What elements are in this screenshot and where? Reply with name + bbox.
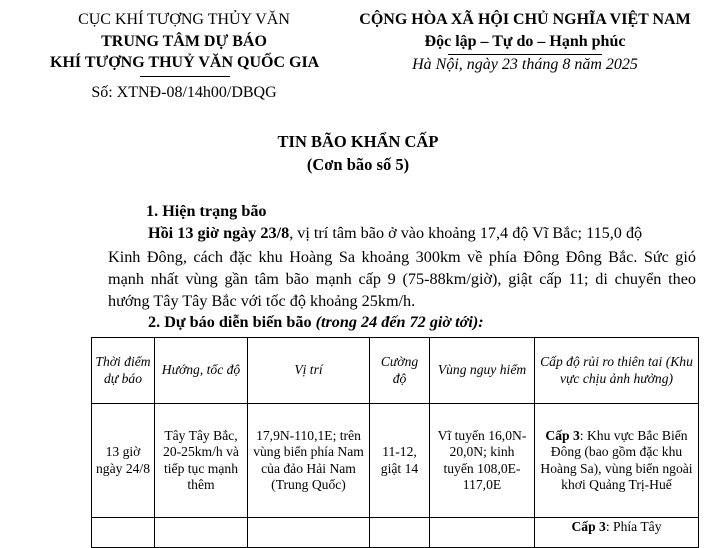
section1-line1 (148, 224, 642, 243)
section1-line4: hướng Tây Tây Bắc với tốc độ khoảng 25km/h. (108, 292, 416, 310)
center-name-line2: KHÍ TƯỢNG THUỶ VĂN QUỐC GIA (50, 54, 320, 71)
col-header-intensity: Cường độ (370, 338, 430, 404)
header-right-underline (448, 54, 602, 55)
section1-line1-rest: , vị trí tâm bão ở vào khoảng 17,4 độ Vĩ Bắc; 115,0 độ (289, 224, 643, 242)
section2-heading (148, 313, 484, 332)
risk-area-text: : Khu vực Bắc Biển Đông (bao gồm đặc khu Hoàng Sa), vùng biển ngoài khơi Quảng Trị-Huế (540, 427, 693, 492)
table-row (92, 518, 699, 548)
forecast-table (91, 337, 699, 548)
table-row (92, 404, 699, 518)
cell-position: 17,9N-110,1E; trên vùng biển phía Nam của đảo Hải Nam (Trung Quốc) (248, 404, 370, 518)
section1-heading: 1. Hiện trạng bão (146, 202, 267, 220)
col-header-time: Thời điểm dự báo (92, 338, 155, 404)
table-header-row (92, 338, 699, 404)
risk-level-label: Cấp 3 (571, 519, 606, 534)
col-header-danger-zone: Vùng nguy hiểm (430, 338, 535, 404)
section1-line2: Kinh Đông, cách đặc khu Hoàng Sa khoảng 300km về phía Đông Đông Bắc. Sức gió (108, 248, 696, 266)
cell-direction: Tây Tây Bắc, 20-25km/h và tiếp tục mạnh thêm (155, 404, 248, 518)
agency-name: CỤC KHÍ TƯỢNG THỦY VĂN (78, 11, 290, 28)
cell-time: 13 giờ ngày 24/8 (92, 404, 155, 518)
header-left-underline (140, 76, 230, 77)
cell-risk-level-partial (535, 518, 699, 548)
place-date: Hà Nội, ngày 23 tháng 8 năm 2025 (412, 56, 638, 73)
center-name-line1: TRUNG TÂM DỰ BÁO (101, 33, 267, 50)
nation-name: CỘNG HÒA XÃ HỘI CHỦ NGHĨA VIỆT NAM (359, 11, 691, 28)
section2-heading-label: 2. Dự báo diễn biến bão (148, 313, 316, 331)
cell-danger-zone: Vĩ tuyến 16,0N-20,0N; kinh tuyến 108,0E-117,0E (430, 404, 535, 518)
risk-area-text: : Phía Tây (605, 519, 662, 534)
bulletin-title: TIN BÃO KHẨN CẤP (277, 132, 439, 151)
risk-level-label: Cấp 3 (545, 427, 580, 443)
col-header-position: Vị trí (248, 338, 370, 404)
national-motto: Độc lập – Tự do – Hạnh phúc (424, 33, 626, 50)
document-number: Số: XTNĐ-08/14h00/DBQG (91, 84, 277, 101)
section2-heading-scope: (trong 24 đến 72 giờ tới): (315, 313, 484, 331)
storm-name: (Cơn bão số 5) (306, 155, 410, 174)
section1-line3: mạnh nhất vùng gần tâm bão mạnh cấp 9 (75-88km/giờ), giật cấp 11; di chuyển theo (108, 270, 696, 288)
col-header-direction: Hướng, tốc độ (155, 338, 248, 404)
observation-time: Hồi 13 giờ ngày 23/8 (148, 224, 290, 242)
cell-intensity: 11-12, giật 14 (370, 404, 430, 518)
cell-risk-level (535, 404, 699, 518)
col-header-risk-level: Cấp độ rủi ro thiên tai (Khu vực chịu ảnh hưởng) (535, 338, 699, 404)
